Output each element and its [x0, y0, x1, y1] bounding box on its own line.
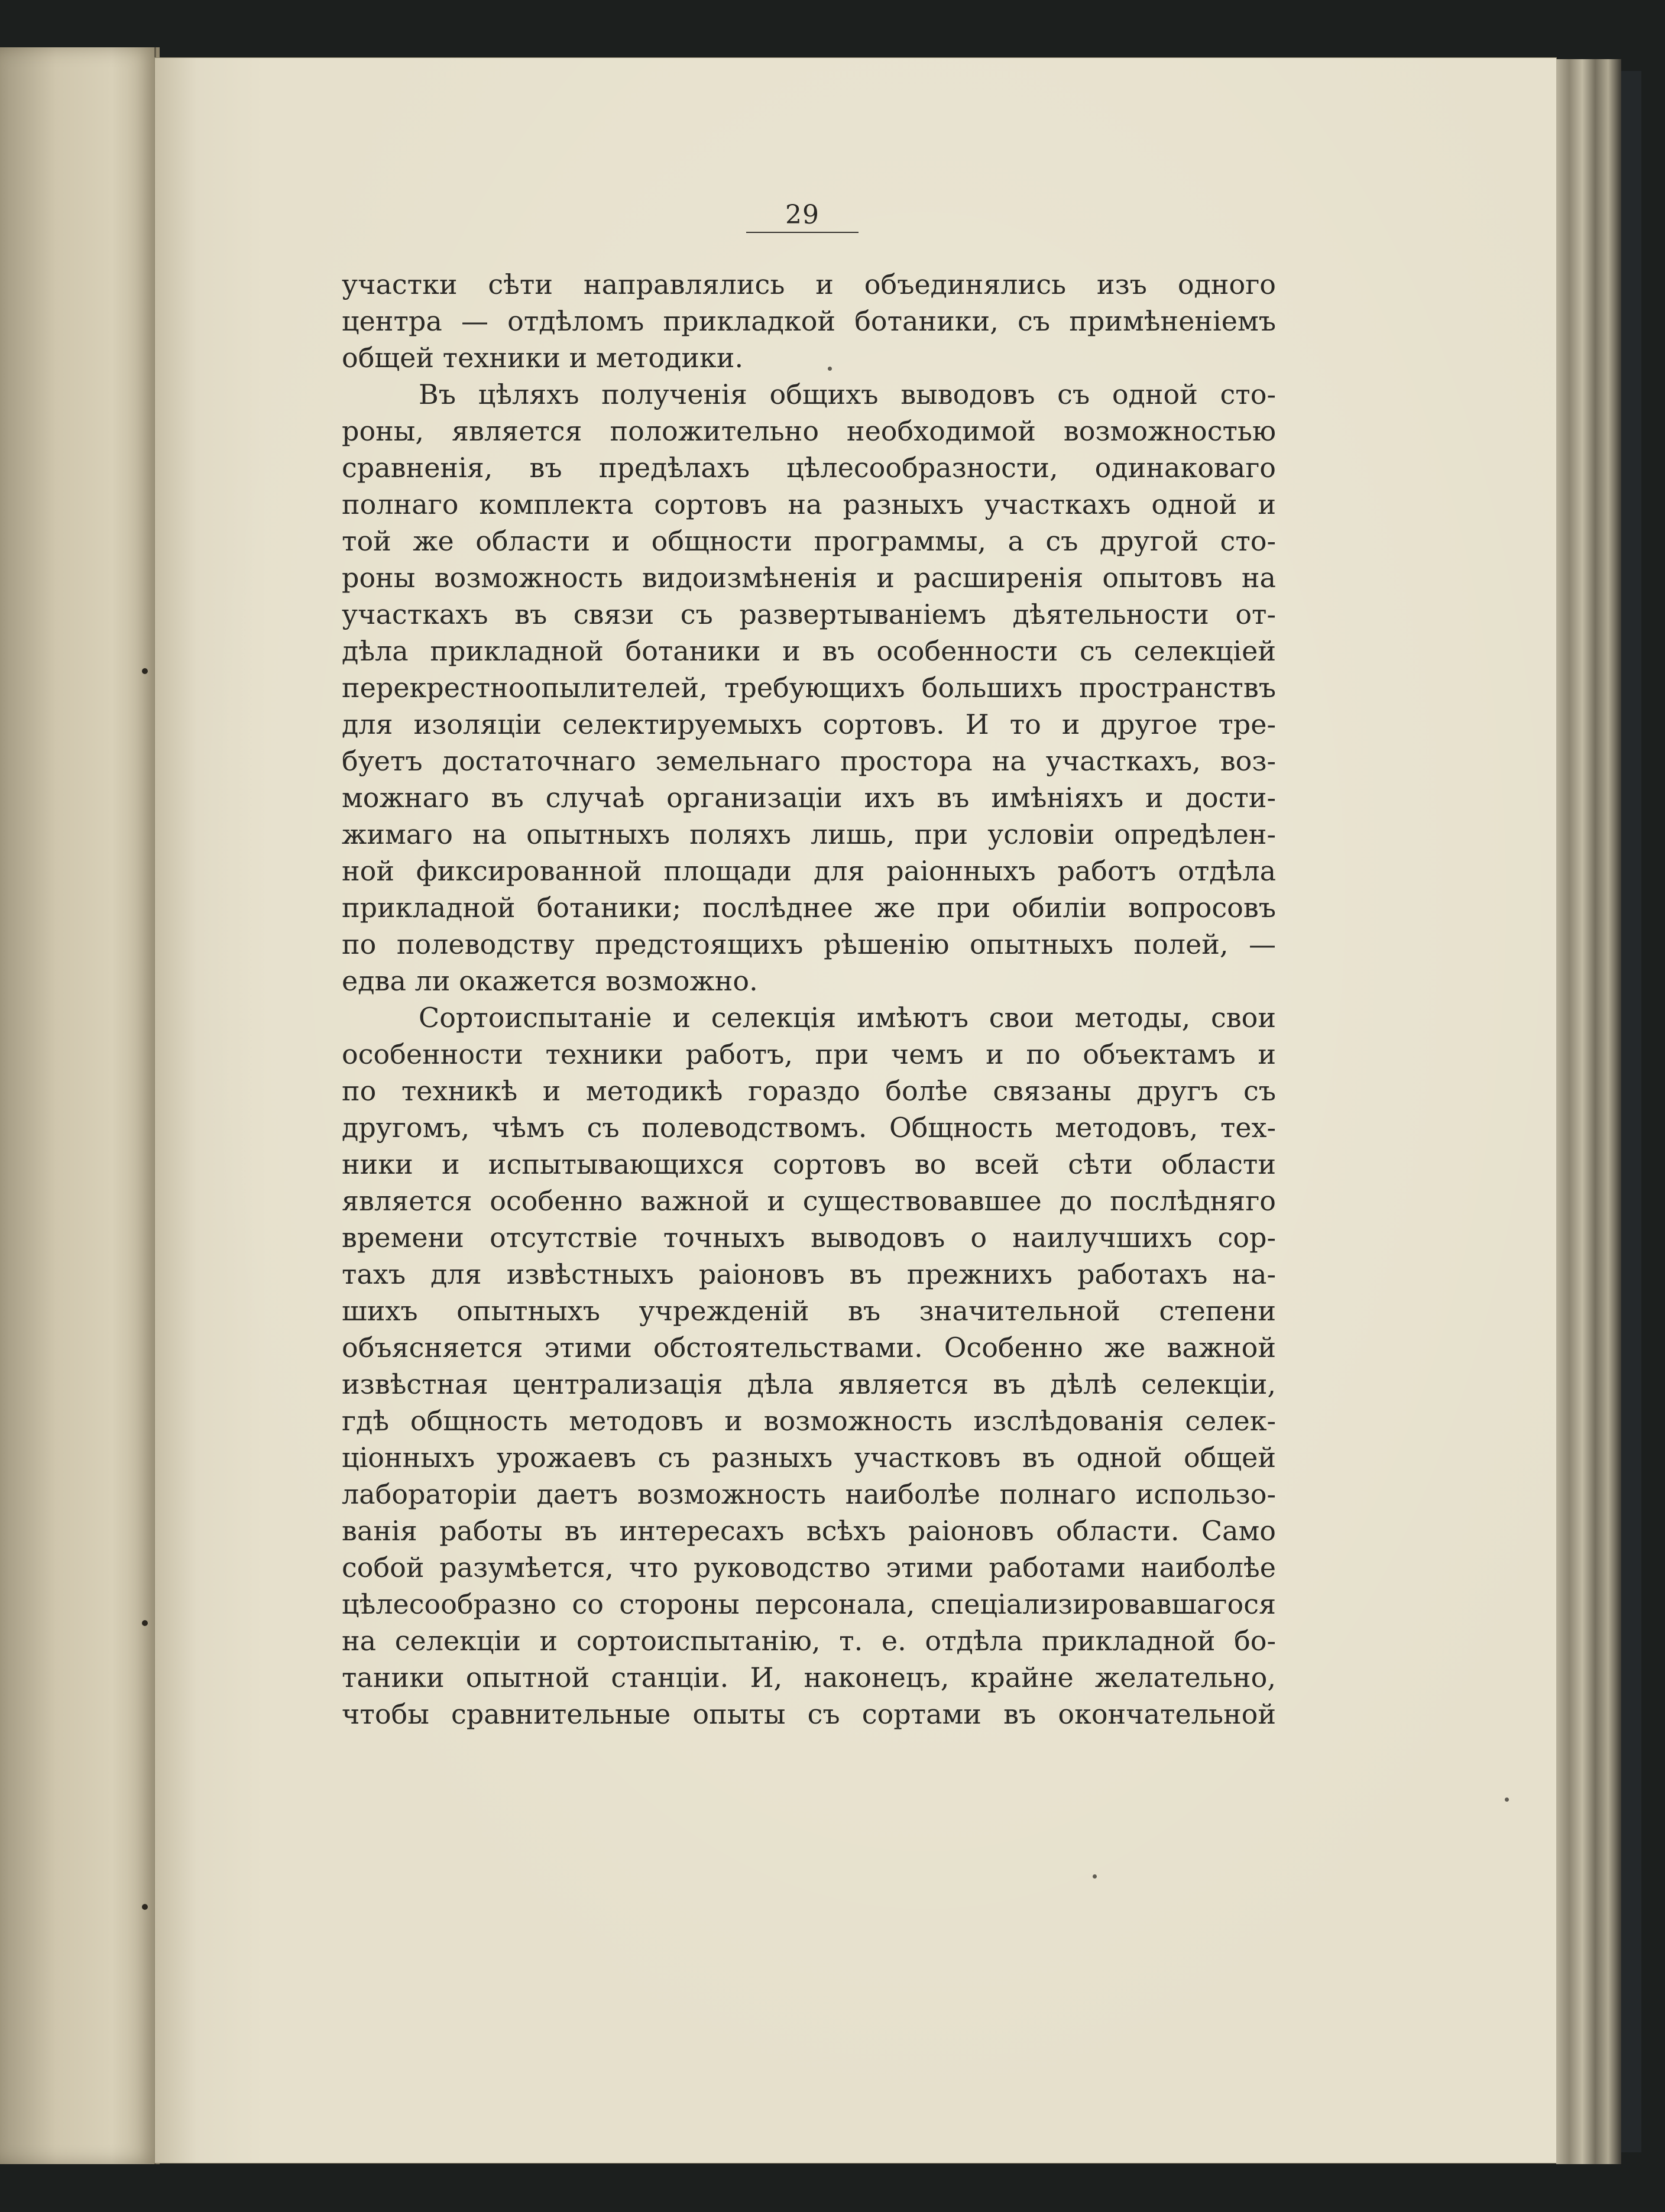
text-line: роны, является положительно необходимой возможностью — [342, 415, 1276, 447]
text-line: объясняется этими обстоятельствами. Особенно же важной — [342, 1332, 1276, 1364]
text-line: ники и испытывающихся сортовъ во всей сѣти области — [342, 1148, 1276, 1180]
text-line: ванія работы въ интересахъ всѣхъ раіоновъ области. Само — [342, 1515, 1276, 1547]
text-line: прикладной ботаники; послѣднее же при обиліи вопросовъ — [342, 892, 1276, 924]
text-line: Сортоиспытаніе и селекція имѣютъ свои методы, свои — [419, 1002, 1276, 1034]
text-line: для изоляціи селектируемыхъ сортовъ. И то и другое тре- — [342, 708, 1276, 740]
text-line: роны возможность видоизмѣненія и расширенія опытовъ на — [342, 562, 1276, 594]
book-cover-edge — [1621, 71, 1641, 2152]
text-line: можнаго въ случаѣ организаціи ихъ въ имѣніяхъ и дости- — [342, 782, 1276, 814]
text-line: сравненія, въ предѣлахъ цѣлесообразности, одинаковаго — [342, 452, 1276, 484]
binding-stitch — [142, 1904, 148, 1910]
previous-page-edge — [0, 47, 160, 2164]
text-line: цѣлесообразно со стороны персонала, спеціализировавшагося — [342, 1588, 1276, 1620]
text-line: является особенно важной и существовавшее до послѣдняго — [342, 1185, 1276, 1217]
text-line: жимаго на опытныхъ поляхъ лишь, при условіи опредѣлен- — [342, 818, 1276, 850]
paragraph — [342, 376, 1276, 999]
binding-stitch — [142, 1620, 148, 1626]
paragraph — [342, 999, 1276, 1732]
text-line: особенности техники работъ, при чемъ и по объектамъ и — [342, 1038, 1276, 1070]
text-line: общей техники и методики. — [342, 342, 744, 374]
text-line: полнаго комплекта сортовъ на разныхъ участкахъ одной и — [342, 488, 1276, 520]
text-line: таники опытной станціи. И, наконецъ, крайне желательно, — [342, 1662, 1276, 1693]
text-line: ной фиксированной площади для раіонныхъ работъ отдѣла — [342, 855, 1276, 887]
text-line: буетъ достаточнаго земельнаго простора на участкахъ, воз- — [342, 745, 1276, 777]
text-line: гдѣ общность методовъ и возможность изслѣдованія селек- — [342, 1405, 1276, 1437]
text-line: лабораторіи даетъ возможность наиболѣе полнаго использо- — [342, 1478, 1276, 1510]
text-line: чтобы сравнительные опыты съ сортами въ окончательной — [342, 1698, 1276, 1730]
page-number-rule — [746, 232, 859, 233]
text-line: извѣстная централизація дѣла является въ дѣлѣ селекціи, — [342, 1368, 1276, 1400]
text-line: по полеводству предстоящихъ рѣшенію опытныхъ полей, — — [342, 928, 1276, 960]
body-text — [342, 266, 1276, 1732]
text-line: центра — отдѣломъ прикладкой ботаники, съ примѣненіемъ — [342, 305, 1276, 337]
text-line: времени отсутствіе точныхъ выводовъ о наилучшихъ сор- — [342, 1222, 1276, 1254]
text-line: другомъ, чѣмъ съ полеводствомъ. Общность методовъ, тех- — [342, 1112, 1276, 1144]
text-line: на селекціи и сортоиспытанію, т. е. отдѣла прикладной бо- — [342, 1625, 1276, 1657]
text-line: тахъ для извѣстныхъ раіоновъ въ прежнихъ работахъ на- — [342, 1258, 1276, 1290]
text-line: едва ли окажется возможно. — [342, 965, 758, 997]
text-line: участкахъ въ связи съ развертываніемъ дѣятельности от- — [342, 598, 1276, 630]
binding-stitch — [142, 668, 148, 674]
text-line: Въ цѣляхъ полученія общихъ выводовъ съ одной сто- — [419, 378, 1276, 410]
page-stack-edge — [1556, 59, 1621, 2164]
text-line: шихъ опытныхъ учрежденій въ значительной степени — [342, 1295, 1276, 1327]
text-line: перекрестноопылителей, требующихъ большихъ пространствъ — [342, 672, 1276, 704]
text-line: участки сѣти направлялись и объединялись изъ одного — [342, 268, 1276, 300]
text-line: дѣла прикладной ботаники и въ особенности съ селекціей — [342, 635, 1276, 667]
text-line: ціонныхъ урожаевъ съ разныхъ участковъ въ одной общей — [342, 1442, 1276, 1473]
page-number: 29 — [785, 200, 819, 230]
text-line: собой разумѣется, что руководство этими работами наиболѣе — [342, 1552, 1276, 1583]
text-line: по техникѣ и методикѣ гораздо болѣе связаны другъ съ — [342, 1075, 1276, 1107]
text-line: той же области и общности программы, а съ другой сто- — [342, 525, 1276, 557]
paragraph — [342, 266, 1276, 376]
